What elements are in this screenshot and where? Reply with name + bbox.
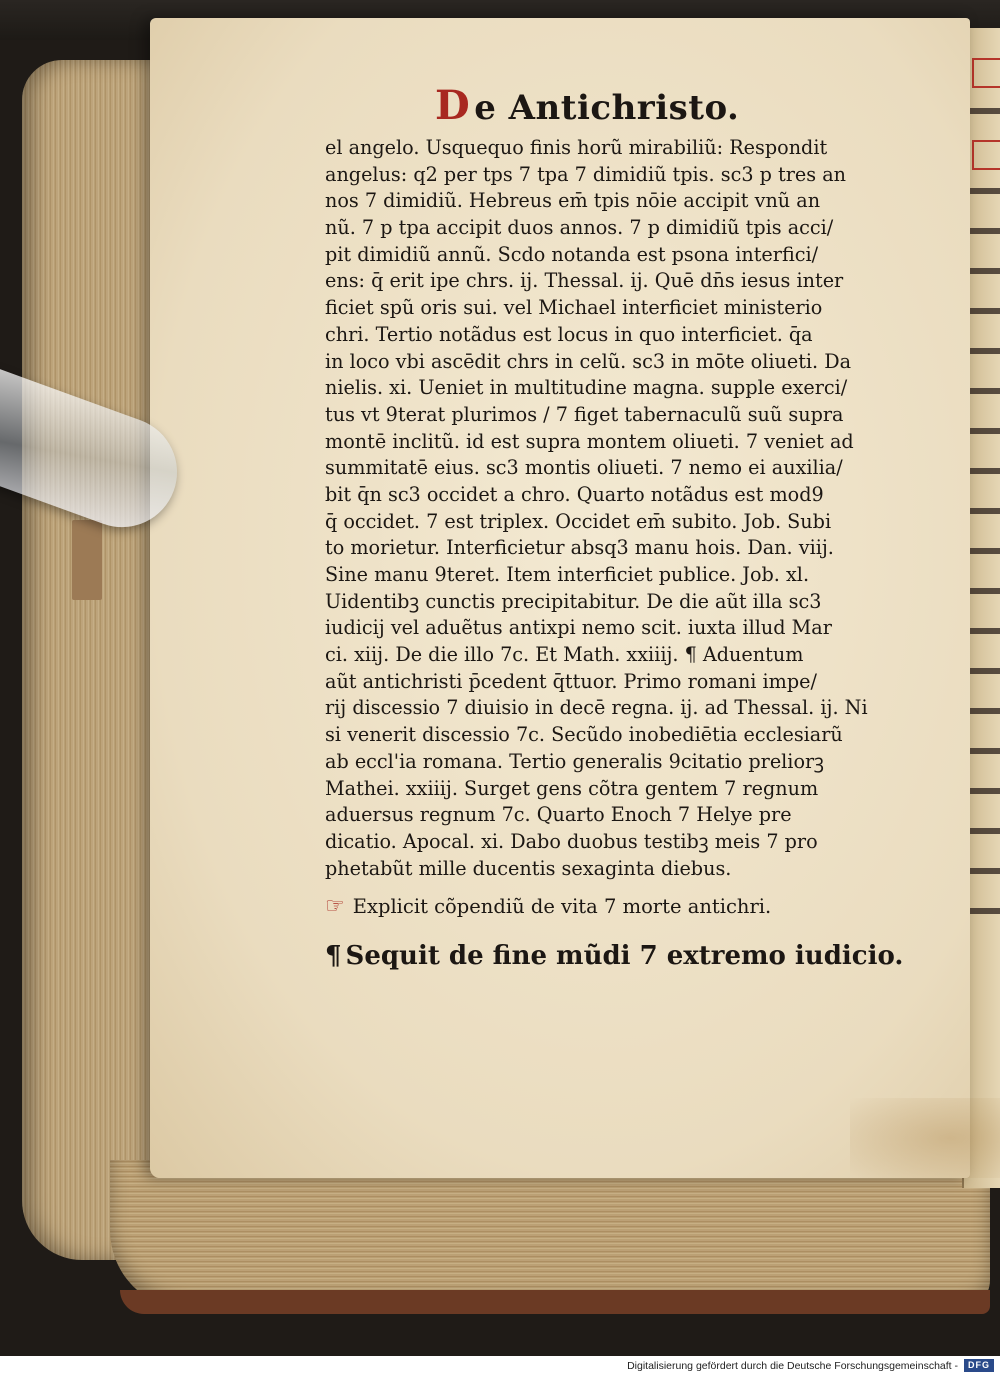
pilcrow-icon: ¶: [325, 941, 342, 972]
adjacent-page-text: [970, 228, 1000, 234]
page-text-block: [325, 82, 904, 972]
text-line: ci. xiij. De die illo 7c. Et Math. xxiiij. ¶ Aduentum: [325, 643, 804, 667]
adjacent-page-rubric: [972, 140, 1000, 170]
adjacent-page-text: [970, 508, 1000, 514]
page-heading: [435, 82, 885, 129]
funding-notice: Digitalisierung gefördert durch die Deutsche Forschungsgemeinschaft -: [627, 1360, 958, 1372]
text-line: phetabũt mille ducentis sexaginta diebus.: [325, 856, 732, 880]
text-line: aũt antichristi p̄cedent q̄ttuor. Primo romani impe/: [325, 669, 817, 693]
adjacent-page-text: [970, 428, 1000, 434]
text-line: bit q̄n sc3 occidet a chro. Quarto notãdus est mod9: [325, 482, 824, 506]
text-line: ficiet spũ oris sui. vel Michael interficiet ministerio: [325, 296, 823, 320]
adjacent-page-rubric: [972, 58, 1000, 88]
text-line: summitatē eius. sc3 montis oliueti. 7 nemo ei auxilia/: [325, 456, 843, 480]
text-line: aduersus regnum 7c. Quarto Enoch 7 Helye pre: [325, 803, 792, 827]
adjacent-page-text: [970, 708, 1000, 714]
adjacent-page-text: [970, 308, 1000, 314]
adjacent-page-text: [970, 268, 1000, 274]
adjacent-page-text: [970, 748, 1000, 754]
heading-text: e Antichristo.: [474, 88, 740, 128]
text-line: montē inclitũ. id est supra montem oliueti. 7 veniet ad: [325, 429, 854, 453]
page-stain: [850, 1098, 1000, 1178]
adjacent-page-text: [970, 868, 1000, 874]
text-line: tus vt 9terat plurimos / 7 figet tabernaculũ suũ supra: [325, 402, 844, 426]
adjacent-page-text: [970, 108, 1000, 114]
text-line: si venerit discessio 7c. Secũdo inobediētia ecclesiarũ: [325, 723, 843, 747]
text-line: dicatio. Apocal. xi. Dabo duobus testibꝫ meis 7 pro: [325, 829, 818, 853]
footer-bar: [0, 1356, 1000, 1376]
book-cover-edge: [120, 1290, 990, 1314]
text-line: in loco vbi ascēdit chrs in celũ. sc3 in mōte oliueti. Da: [325, 349, 852, 373]
text-line: q̄ occidet. 7 est triplex. Occidet em̄ subito. Job. Subi: [325, 509, 832, 533]
adjacent-page-text: [970, 788, 1000, 794]
text-line: to morietur. Interficietur absq3 manu hois. Dan. viij.: [325, 536, 834, 560]
adjacent-page-text: [970, 588, 1000, 594]
text-line: el angelo. Usquequo finis horũ mirabiliũ: Respondit: [325, 136, 828, 159]
adjacent-page-text: [970, 828, 1000, 834]
explicit-line: [325, 894, 885, 919]
adjacent-page-text: [970, 908, 1000, 914]
text-line: iudicij vel aduẽtus antixpi nemo scit. iuxta illud Mar: [325, 616, 832, 640]
bookmark-ribbon: [72, 520, 102, 600]
explicit-text: Explicit cõpendiũ de vita 7 morte antichri.: [352, 895, 772, 919]
adjacent-page-text: [970, 388, 1000, 394]
adjacent-page-text: [970, 668, 1000, 674]
text-line: nielis. xi. Ueniet in multitudine magna. supple exerci/: [325, 376, 848, 400]
text-line: nos 7 dimidiũ. Hebreus em̄ tpis nōie accipit vnũ an: [325, 189, 821, 213]
text-line: ab eccl'ia romana. Tertio generalis 9citatio preliorꝫ: [325, 749, 824, 773]
pointing-hand-icon: ☞: [325, 894, 345, 920]
body-text: [325, 135, 885, 882]
adjacent-page-text: [970, 348, 1000, 354]
adjacent-page-text: [970, 628, 1000, 634]
dfg-logo: DFG: [964, 1359, 994, 1372]
adjacent-page-text: [970, 188, 1000, 194]
text-line: nũ. 7 p tpa accipit duos annos. 7 p dimidiũ tpis acci/: [325, 216, 834, 240]
text-line: Uidentibꝫ cunctis precipitabitur. De die aũt illa sc3: [325, 589, 822, 613]
text-line: pit dimidiũ annũ. Scdo notanda est psona interfici/: [325, 242, 819, 266]
rubricated-initial: D: [435, 82, 471, 129]
adjacent-page-text: [970, 468, 1000, 474]
text-line: rij discessio 7 diuisio in decē regna. ij. ad Thessal. ij. Ni: [325, 696, 868, 720]
adjacent-page-text: [970, 548, 1000, 554]
text-line: angelus: q2 per tps 7 tpa 7 dimidiũ tpis. sc3 p tres an: [325, 162, 846, 186]
sequitur-text: Sequit de fine mũdi 7 extremo iudicio.: [345, 941, 904, 972]
book-bottom-edge: [110, 1160, 990, 1310]
text-line: chri. Tertio notãdus est locus in quo interficiet. q̄a: [325, 322, 813, 346]
text-line: Sine manu 9teret. Item interficiet publice. Job. xl.: [325, 563, 810, 586]
text-line: ens: q̄ erit ipe chrs. ij. Thessal. ij. Quē dn̄s iesus inter: [325, 269, 844, 293]
text-line: Mathei. xxiiij. Surget gens cõtra gentem 7 regnum: [325, 776, 819, 800]
sequitur-heading: [325, 941, 904, 972]
